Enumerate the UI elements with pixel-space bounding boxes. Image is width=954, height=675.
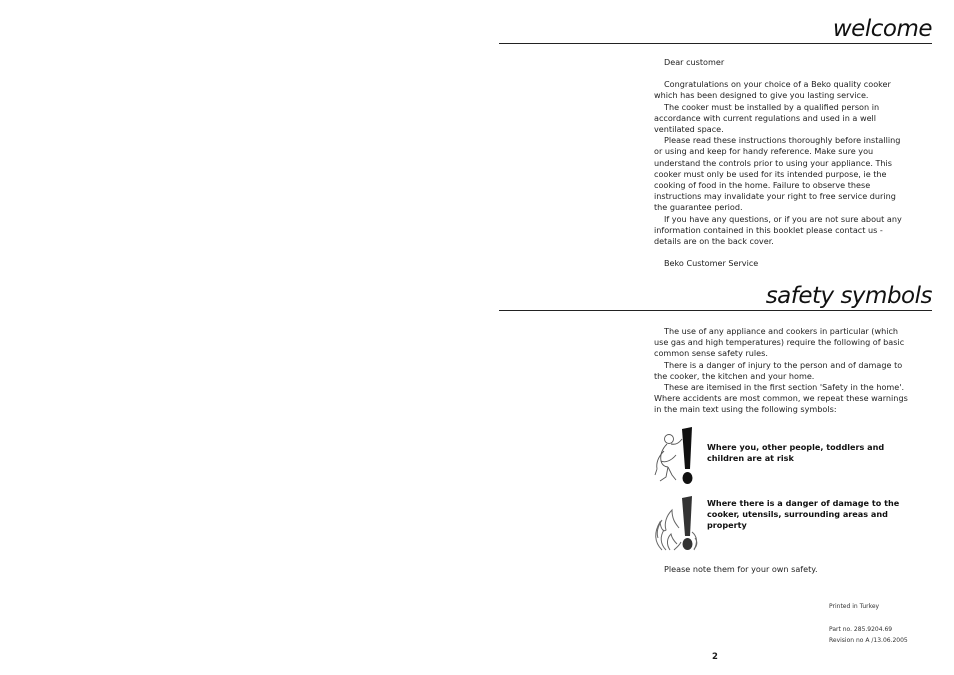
signature: Beko Customer Service	[664, 258, 759, 269]
safety-body	[654, 326, 910, 416]
welcome-paragraph-2: The cooker must be installed by a qualified person in accordance with current regulations and used in a well ventilated space.	[654, 101, 880, 135]
fire-warning-icon	[652, 492, 702, 558]
welcome-body	[654, 57, 910, 269]
page-number: 2	[712, 652, 718, 662]
safety-heading: safety symbols	[765, 283, 932, 309]
safety-paragraph-2: There is a danger of injury to the person and of damage to the cooker, the kitchen and your home.	[654, 359, 903, 381]
welcome-paragraph-4: If you have any questions, or if you are not sure about any information contained in this booklet please contact us - details are on the back cover.	[654, 213, 902, 247]
printed-in: Printed in Turkey	[829, 603, 880, 610]
revision-number: Revision no A /13.06.2005	[829, 637, 908, 644]
safety-note: Please note them for your own safety.	[664, 564, 818, 574]
person-warning-icon	[652, 425, 702, 491]
person-warning-text: Where you, other people, toddlers and children are at risk	[707, 442, 885, 464]
welcome-divider	[499, 43, 932, 44]
salutation: Dear customer	[664, 57, 725, 67]
safety-divider	[499, 310, 932, 311]
welcome-paragraph-3: Please read these instructions thoroughly before installing or using and keep for handy reference. Make sure you understand the controls prior to using your appliance. This cooker must only be used for its intended purpose, ie the cooking of food in the home. Failure to observe these instructions may invalidate your right to free service during the guarantee period.	[654, 135, 901, 213]
part-number: Part no. 285.9204.69	[829, 626, 893, 633]
welcome-paragraph-1: Congratulations on your choice of a Beko quality cooker which has been designed to give you lasting service.	[654, 79, 891, 101]
safety-paragraph-3: These are itemised in the first section 'Safety in the home'. Where accidents are most common, we repeat these warnings in the main text using the following symbols:	[654, 382, 908, 415]
safety-note-block	[654, 564, 910, 575]
fire-warning-text: Where there is a danger of damage to the cooker, utensils, surrounding areas and property	[707, 498, 900, 531]
safety-paragraph-1: The use of any appliance and cookers in particular (which use gas and high temperatures) require the following of basic common sense safety rules.	[654, 326, 905, 359]
welcome-heading: welcome	[832, 16, 932, 42]
